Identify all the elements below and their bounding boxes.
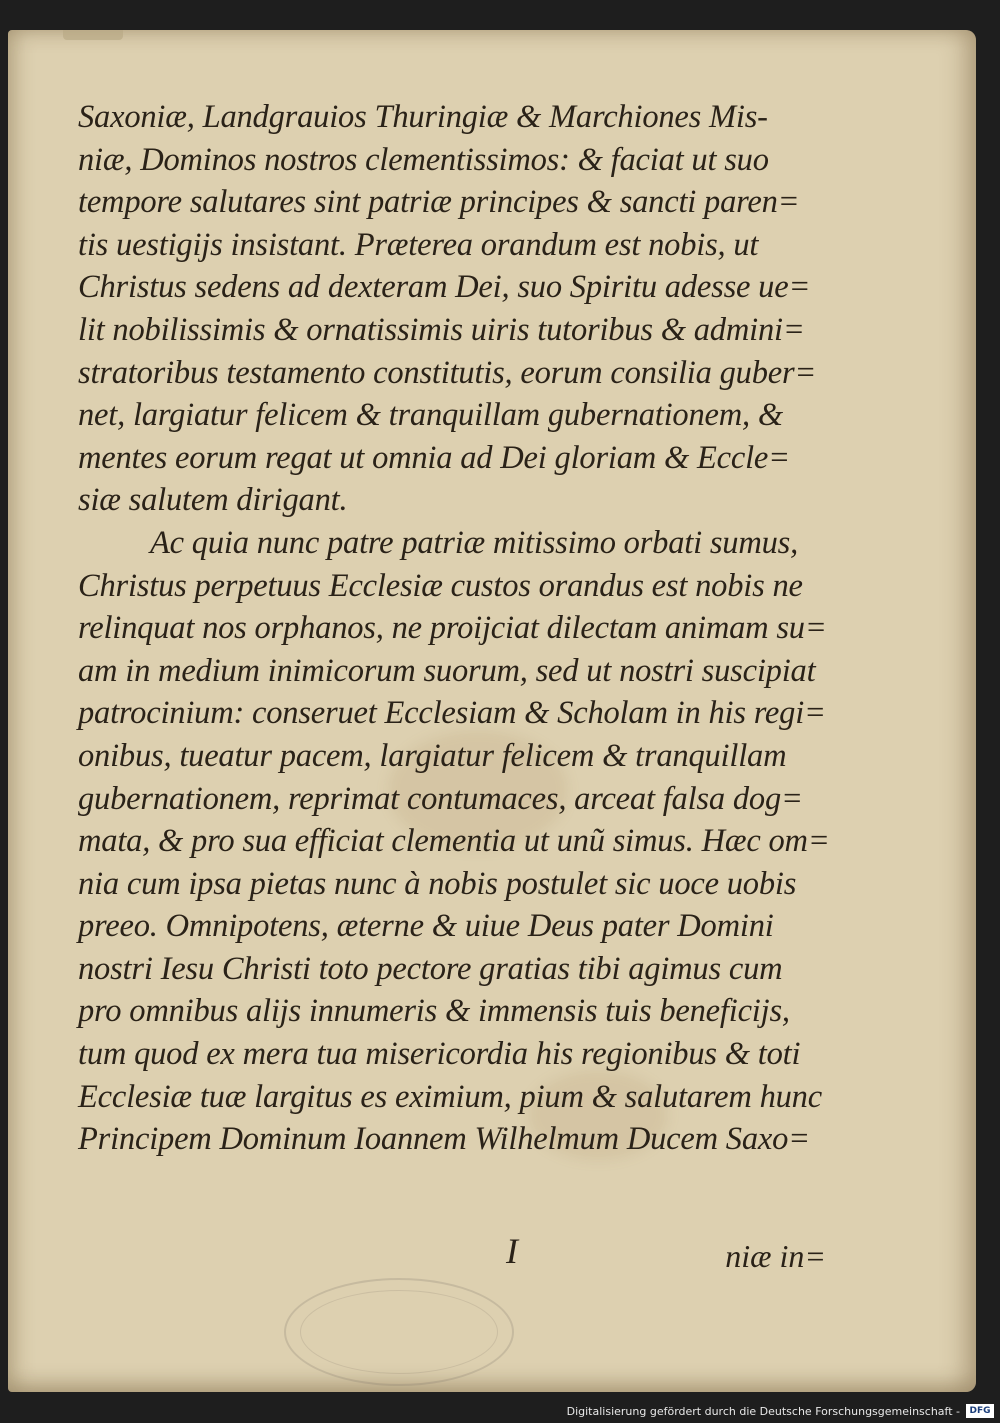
text-line: net, largiatur felicem & tranquillam gubernationem, & xyxy=(78,397,783,434)
text-line: onibus, tueatur pacem, largiatur felicem & tranquillam xyxy=(78,737,787,774)
text-line: Ac quia nunc patre patriæ mitissimo orbati sumus, xyxy=(150,524,799,561)
book-page xyxy=(8,30,976,1392)
text-line: niæ, Dominos nostros clementissimos: & faciat ut suo xyxy=(78,141,769,178)
page-text xyxy=(78,96,838,1161)
credit-bar xyxy=(0,1400,1000,1423)
dfg-logo-icon: DFG xyxy=(966,1404,994,1418)
text-line: Christus perpetuus Ecclesiæ custos orandus est nobis ne xyxy=(78,567,803,604)
text-line: Christus sedens ad dexteram Dei, suo Spiritu adesse ue= xyxy=(78,269,811,306)
library-stamp xyxy=(284,1278,514,1386)
text-line: am in medium inimicorum suorum, sed ut nostri suscipiat xyxy=(78,652,816,689)
signature-mark: I xyxy=(506,1231,518,1271)
text-line: stratoribus testamento constitutis, eorum consilia guber= xyxy=(78,354,817,391)
text-line: pro omnibus alijs innumeris & immensis tuis beneficijs, xyxy=(78,993,790,1030)
text-line: Principem Dominum Ioannem Wilhelmum Ducem Saxo= xyxy=(78,1121,810,1158)
page-footer xyxy=(78,1230,838,1276)
text-line: tum quod ex mera tua misericordia his regionibus & toti xyxy=(78,1036,801,1073)
text-line: Ecclesiæ tuæ largitus es eximium, pium & salutarem hunc xyxy=(78,1078,822,1115)
text-line: preeo. Omnipotens, æterne & uiue Deus pater Domini xyxy=(78,908,774,945)
text-line: relinquat nos orphanos, ne proijciat dilectam animam su= xyxy=(78,610,827,647)
text-line: tis uestigijs insistant. Præterea orandum est nobis, ut xyxy=(78,226,759,263)
credit-text: Digitalisierung gefördert durch die Deutsche Forschungsgemeinschaft - xyxy=(566,1405,960,1418)
text-line: patrocinium: conseruet Ecclesiam & Scholam in his regi= xyxy=(78,695,826,732)
text-line: mata, & pro sua efficiat clementia ut unũ simus. Hæc om= xyxy=(78,823,830,860)
text-line: nia cum ipsa pietas nunc à nobis postulet sic uoce uobis xyxy=(78,865,797,902)
text-line: nostri Iesu Christi toto pectore gratias tibi agimus cum xyxy=(78,950,783,987)
text-line: tempore salutares sint patriæ principes & sancti paren= xyxy=(78,184,800,221)
text-line: lit nobilissimis & ornatissimis uiris tutoribus & admini= xyxy=(78,311,805,348)
catchword: niæ in= xyxy=(725,1238,826,1274)
text-line: Saxoniæ, Landgrauios Thuringiæ & Marchiones Mis- xyxy=(78,99,768,135)
text-line: mentes eorum regat ut omnia ad Dei gloriam & Eccle= xyxy=(78,439,790,476)
text-line: gubernationem, reprimat contumaces, arceat falsa dog= xyxy=(78,780,803,817)
library-stamp-ring xyxy=(300,1290,498,1374)
page-edge xyxy=(63,30,123,40)
text-line: siæ salutem dirigant. xyxy=(78,482,348,519)
